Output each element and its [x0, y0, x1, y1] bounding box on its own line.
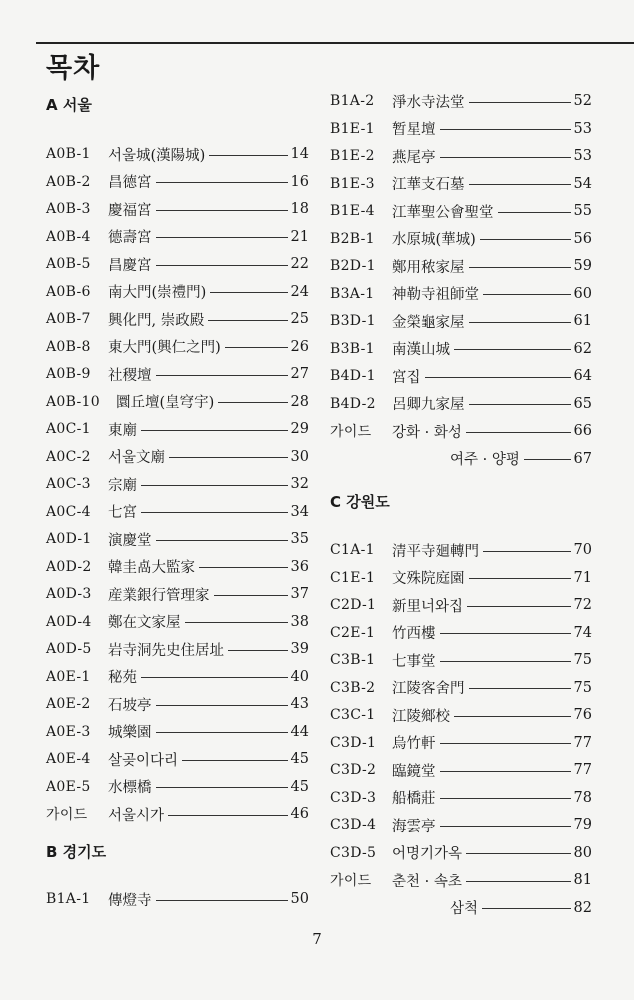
page-number: 7 [312, 930, 322, 948]
toc-entry[interactable] [46, 501, 309, 523]
entry-code: 가이드 [330, 873, 372, 889]
toc-entry[interactable] [330, 118, 592, 140]
entry-page: 24 [290, 283, 309, 300]
entry-title: 德壽宮 [108, 230, 152, 246]
entry-title: 鄭在文家屋 [108, 615, 181, 631]
dot-leader [466, 853, 571, 854]
entry-page: 34 [290, 503, 309, 520]
dot-leader [169, 457, 288, 458]
entry-page: 21 [290, 228, 309, 245]
entry-page: 45 [290, 751, 309, 767]
dot-leader [156, 375, 288, 376]
toc-entry[interactable] [46, 721, 309, 743]
toc-entry[interactable] [46, 748, 309, 770]
dot-leader [156, 237, 288, 238]
dot-leader [440, 633, 571, 634]
entry-code: A0E-4 [46, 751, 91, 767]
toc-entry[interactable] [330, 338, 592, 360]
entry-page: 53 [573, 120, 592, 137]
dot-leader [466, 881, 571, 882]
entry-title: 城樂園 [108, 725, 152, 741]
entry-page: 72 [573, 597, 592, 613]
entry-title: 南大門(崇禮門) [108, 285, 207, 301]
entry-title: 文殊院庭園 [392, 571, 465, 587]
entry-code: B3B-1 [330, 340, 375, 357]
entry-code: 가이드 [46, 807, 88, 823]
entry-code: A0B-8 [46, 338, 91, 355]
entry-page: 45 [290, 778, 309, 795]
dot-leader [469, 404, 571, 405]
entry-code: C3B-1 [330, 652, 376, 668]
dot-leader [440, 826, 571, 827]
entry-code: B1E-3 [330, 175, 375, 192]
entry-code: A0D-3 [46, 586, 92, 602]
entry-page: 59 [573, 258, 592, 274]
entry-page: 16 [290, 173, 309, 190]
entry-code: A0B-5 [46, 256, 91, 272]
toc-entry[interactable] [330, 704, 592, 726]
entry-title: 宮집 [392, 369, 421, 386]
entry-page: 79 [573, 817, 592, 833]
entry-title: 서울시가 [108, 807, 165, 824]
toc-entry[interactable] [330, 759, 592, 781]
entry-code: C3D-2 [330, 762, 377, 778]
entry-page: 28 [290, 393, 309, 410]
entry-code: A0B-2 [46, 173, 91, 190]
entry-title: 鄭用秾家屋 [392, 259, 465, 276]
toc-entry[interactable] [330, 393, 592, 415]
entry-title: 烏竹軒 [392, 736, 436, 752]
entry-code: A0B-7 [46, 311, 91, 327]
entry-code: A0C-2 [46, 448, 91, 465]
entry-page: 26 [290, 338, 309, 355]
entry-code: A0E-3 [46, 723, 91, 740]
toc-entry[interactable] [46, 888, 309, 910]
entry-title: 삼척 [450, 901, 479, 917]
toc-entry[interactable] [330, 622, 592, 644]
entry-title: 石坡亭 [108, 697, 152, 714]
entry-page: 75 [573, 652, 592, 668]
entry-code: B1A-1 [46, 891, 91, 907]
entry-code: A0D-5 [46, 641, 92, 657]
entry-page: 37 [290, 586, 309, 602]
toc-entry[interactable] [46, 473, 309, 495]
dot-leader [469, 267, 571, 268]
entry-code: B1E-2 [330, 148, 375, 164]
entry-page: 55 [573, 203, 592, 219]
entry-page: 14 [290, 146, 309, 162]
entry-code: A0B-10 [46, 393, 100, 410]
dot-leader [156, 705, 288, 706]
dot-leader [483, 551, 571, 552]
toc-entry[interactable] [46, 143, 309, 165]
entry-page: 65 [573, 395, 592, 412]
dot-leader [482, 908, 571, 909]
entry-title: 社稷壇 [108, 367, 152, 384]
entry-code: C3D-5 [330, 844, 377, 861]
entry-page: 60 [573, 285, 592, 302]
dot-leader [440, 661, 571, 662]
dot-leader [228, 650, 288, 651]
entry-title: 燕尾亭 [392, 149, 436, 166]
entry-page: 74 [573, 624, 592, 641]
toc-entry[interactable] [46, 638, 309, 660]
toc-entry[interactable] [330, 814, 592, 836]
entry-page: 82 [573, 899, 592, 916]
entry-code: A0D-1 [46, 531, 92, 547]
toc-entry[interactable] [330, 90, 592, 112]
dot-leader [440, 157, 571, 158]
entry-code: C3D-3 [330, 789, 377, 806]
entry-code: B4D-1 [330, 368, 376, 384]
entry-title: 産業銀行管理家 [108, 587, 210, 604]
dot-leader [156, 182, 288, 183]
dot-leader [524, 459, 571, 460]
dot-leader [454, 349, 571, 350]
entry-title: 東廟 [108, 422, 137, 439]
toc-entry[interactable] [46, 281, 309, 303]
entry-code: A0B-3 [46, 201, 91, 217]
entry-code: C3C-1 [330, 707, 376, 723]
dot-leader [156, 900, 288, 901]
toc-entry[interactable] [330, 448, 592, 470]
page-title: 목차 [46, 53, 101, 84]
dot-leader [185, 622, 288, 623]
dot-leader [209, 155, 287, 156]
entry-page: 54 [573, 175, 592, 192]
toc-entry[interactable] [330, 310, 592, 332]
dot-leader [141, 677, 288, 678]
dot-leader [425, 377, 571, 378]
toc-entry[interactable] [46, 528, 309, 550]
entry-code: 가이드 [330, 424, 372, 440]
entry-code: C1A-1 [330, 542, 375, 558]
entry-title: 昌德宮 [108, 175, 152, 191]
toc-entry[interactable] [46, 803, 309, 825]
entry-title: 서울城(漢陽城) [108, 147, 206, 164]
entry-title: 살곶이다리 [108, 752, 179, 769]
toc-entry[interactable] [330, 200, 592, 222]
dot-leader [218, 402, 287, 403]
dot-leader [440, 798, 571, 799]
entry-title: 여주 · 양평 [450, 452, 520, 468]
entry-page: 78 [573, 789, 592, 806]
entry-page: 70 [573, 542, 592, 558]
entry-title: 圜丘壇(皇穹宇) [116, 395, 215, 411]
toc-entry[interactable] [46, 226, 309, 248]
entry-title: 江陵鄉校 [392, 708, 450, 725]
toc-entry[interactable] [330, 173, 592, 195]
entry-title: 昌慶宮 [108, 257, 152, 274]
dot-leader [469, 184, 571, 185]
toc-entry[interactable] [330, 677, 592, 699]
entry-page: 43 [290, 696, 309, 712]
toc-entry[interactable] [46, 611, 309, 633]
entry-title: 暂星壇 [392, 122, 436, 138]
entry-page: 36 [290, 558, 309, 575]
entry-title: 岩寺洞先史住居址 [108, 642, 224, 659]
dot-leader [440, 129, 571, 130]
top-rule [36, 42, 634, 44]
entry-title: 七事堂 [392, 653, 436, 670]
toc-entry[interactable] [46, 693, 309, 715]
entry-page: 66 [573, 423, 592, 439]
entry-code: C3B-2 [330, 679, 376, 696]
toc-entry[interactable] [46, 336, 309, 358]
entry-title: 淨水寺法堂 [392, 94, 465, 111]
entry-code: B1E-4 [330, 203, 375, 219]
entry-page: 64 [573, 368, 592, 384]
entry-page: 67 [573, 450, 592, 467]
entry-page: 27 [290, 366, 309, 382]
entry-title: 江陵客舍門 [392, 681, 465, 697]
entry-title: 興化門, 崇政殿 [108, 312, 205, 329]
dot-leader [141, 512, 288, 513]
entry-page: 77 [573, 762, 592, 778]
entry-title: 竹西樓 [392, 626, 436, 642]
entry-code: A0E-1 [46, 668, 91, 685]
entry-title: 傳燈寺 [108, 892, 152, 909]
entry-code: B1A-2 [330, 93, 375, 109]
entry-title: 江華聖公會聖堂 [392, 204, 494, 221]
entry-title: 慶福宮 [108, 202, 152, 219]
entry-code: C3D-1 [330, 734, 377, 751]
entry-code: C2E-1 [330, 624, 376, 641]
dot-leader [454, 716, 571, 717]
section-heading-gangwon: C 강원도 [330, 493, 390, 511]
entry-page: 53 [573, 148, 592, 164]
entry-title: 神勒寺祖師堂 [392, 287, 479, 303]
dot-leader [440, 771, 571, 772]
entry-code: C2D-1 [330, 597, 377, 613]
entry-page: 32 [290, 476, 309, 492]
entry-page: 46 [290, 806, 309, 822]
entry-title: 呂卿九家屋 [392, 397, 465, 413]
entry-title: 宗廟 [108, 477, 137, 494]
entry-code: A0B-6 [46, 283, 91, 300]
dot-leader [483, 294, 571, 295]
dot-leader [199, 567, 288, 568]
entry-title: 강화 · 화성 [392, 424, 462, 441]
entry-code: B3D-1 [330, 313, 376, 329]
entry-page: 22 [290, 256, 309, 272]
entry-page: 56 [573, 230, 592, 247]
dot-leader [467, 606, 571, 607]
toc-entry[interactable] [330, 897, 592, 919]
entry-title: 七宮 [108, 505, 137, 521]
entry-title: 서울文廟 [108, 450, 166, 466]
dot-leader [469, 322, 571, 323]
dot-leader [469, 102, 571, 103]
entry-title: 新里너와집 [392, 598, 464, 615]
toc-entry[interactable] [330, 594, 592, 616]
toc-entry[interactable] [46, 666, 309, 688]
toc-entry[interactable] [330, 842, 592, 864]
entry-code: A0E-2 [46, 696, 91, 712]
dot-leader [469, 578, 571, 579]
entry-code: B2B-1 [330, 230, 375, 247]
entry-title: 水原城(華城) [392, 232, 476, 248]
entry-code: A0D-2 [46, 558, 92, 575]
entry-code: A0E-5 [46, 778, 91, 795]
section-heading-gyeonggi: B 경기도 [46, 843, 107, 861]
toc-entry[interactable] [330, 732, 592, 754]
dot-leader [225, 347, 288, 348]
toc-entry[interactable] [330, 228, 592, 250]
dot-leader [141, 430, 288, 431]
toc-entry[interactable] [330, 649, 592, 671]
entry-title: 江華支石墓 [392, 177, 465, 193]
toc-entry[interactable] [330, 255, 592, 277]
toc-entry[interactable] [330, 539, 592, 561]
entry-page: 38 [290, 613, 309, 630]
entry-page: 30 [290, 448, 309, 465]
toc-entry[interactable] [46, 776, 309, 798]
dot-leader [466, 432, 571, 433]
entry-page: 81 [573, 872, 592, 888]
entry-title: 水標橋 [108, 780, 152, 796]
dot-leader [208, 320, 287, 321]
toc-entry[interactable] [46, 363, 309, 385]
entry-title: 어명기가옥 [392, 846, 463, 862]
dot-leader [141, 485, 288, 486]
dot-leader [156, 540, 288, 541]
entry-code: A0B-1 [46, 146, 91, 162]
section-heading-seoul: A 서울 [46, 96, 92, 114]
entry-title: 臨鏡堂 [392, 763, 436, 780]
entry-page: 75 [573, 679, 592, 696]
entry-title: 춘천 · 속초 [392, 873, 462, 890]
entry-code: A0B-4 [46, 228, 91, 245]
entry-code: C3D-4 [330, 817, 377, 833]
dot-leader [210, 292, 287, 293]
entry-code: B3A-1 [330, 285, 375, 302]
dot-leader [156, 732, 288, 733]
entry-code: C1E-1 [330, 569, 376, 586]
entry-page: 71 [573, 569, 592, 586]
dot-leader [480, 239, 571, 240]
dot-leader [469, 688, 571, 689]
entry-page: 39 [290, 641, 309, 657]
toc-entry[interactable] [330, 145, 592, 167]
toc-entry[interactable] [330, 787, 592, 809]
toc-entry[interactable] [46, 583, 309, 605]
entry-title: 東大門(興仁之門) [108, 340, 221, 356]
entry-page: 35 [290, 531, 309, 547]
entry-page: 80 [573, 844, 592, 861]
dot-leader [440, 743, 571, 744]
entry-page: 18 [290, 201, 309, 217]
entry-page: 76 [573, 707, 592, 723]
toc-entry[interactable] [46, 556, 309, 578]
entry-code: B2D-1 [330, 258, 376, 274]
dot-leader [168, 815, 288, 816]
entry-title: 清平寺廻轉門 [392, 543, 479, 560]
entry-page: 50 [290, 891, 309, 907]
entry-page: 25 [290, 311, 309, 327]
entry-title: 韓圭卨大監家 [108, 560, 195, 576]
toc-entry[interactable] [330, 420, 592, 442]
entry-page: 52 [573, 93, 592, 109]
entry-code: A0B-9 [46, 366, 91, 382]
entry-page: 62 [573, 340, 592, 357]
entry-code: A0D-4 [46, 613, 92, 630]
entry-title: 金榮龜家屋 [392, 314, 465, 331]
dot-leader [182, 760, 288, 761]
toc-entry[interactable] [330, 283, 592, 305]
toc-entry[interactable] [46, 171, 309, 193]
entry-page: 29 [290, 421, 309, 437]
dot-leader [498, 212, 571, 213]
entry-page: 40 [290, 668, 309, 685]
toc-entry[interactable] [46, 253, 309, 275]
toc-entry[interactable] [330, 869, 592, 891]
entry-title: 船橋莊 [392, 791, 436, 807]
toc-entry[interactable] [46, 198, 309, 220]
toc-entry[interactable] [46, 391, 309, 413]
entry-code: A0C-1 [46, 421, 91, 437]
entry-page: 44 [290, 723, 309, 740]
entry-title: 南漢山城 [392, 342, 450, 358]
entry-code: B4D-2 [330, 395, 376, 412]
entry-code: A0C-4 [46, 503, 91, 520]
entry-title: 海雲亭 [392, 818, 436, 835]
entry-code: A0C-3 [46, 476, 91, 492]
dot-leader [214, 595, 288, 596]
entry-code: B1E-1 [330, 120, 375, 137]
toc-entry[interactable] [46, 446, 309, 468]
toc-entry[interactable] [46, 308, 309, 330]
entry-page: 77 [573, 734, 592, 751]
entry-title: 演慶堂 [108, 532, 152, 549]
toc-entry[interactable] [330, 567, 592, 589]
entry-page: 61 [573, 313, 592, 329]
dot-leader [156, 210, 288, 211]
toc-entry[interactable] [330, 365, 592, 387]
dot-leader [156, 787, 288, 788]
dot-leader [156, 265, 288, 266]
entry-title: 秘苑 [108, 670, 137, 686]
toc-entry[interactable] [46, 418, 309, 440]
